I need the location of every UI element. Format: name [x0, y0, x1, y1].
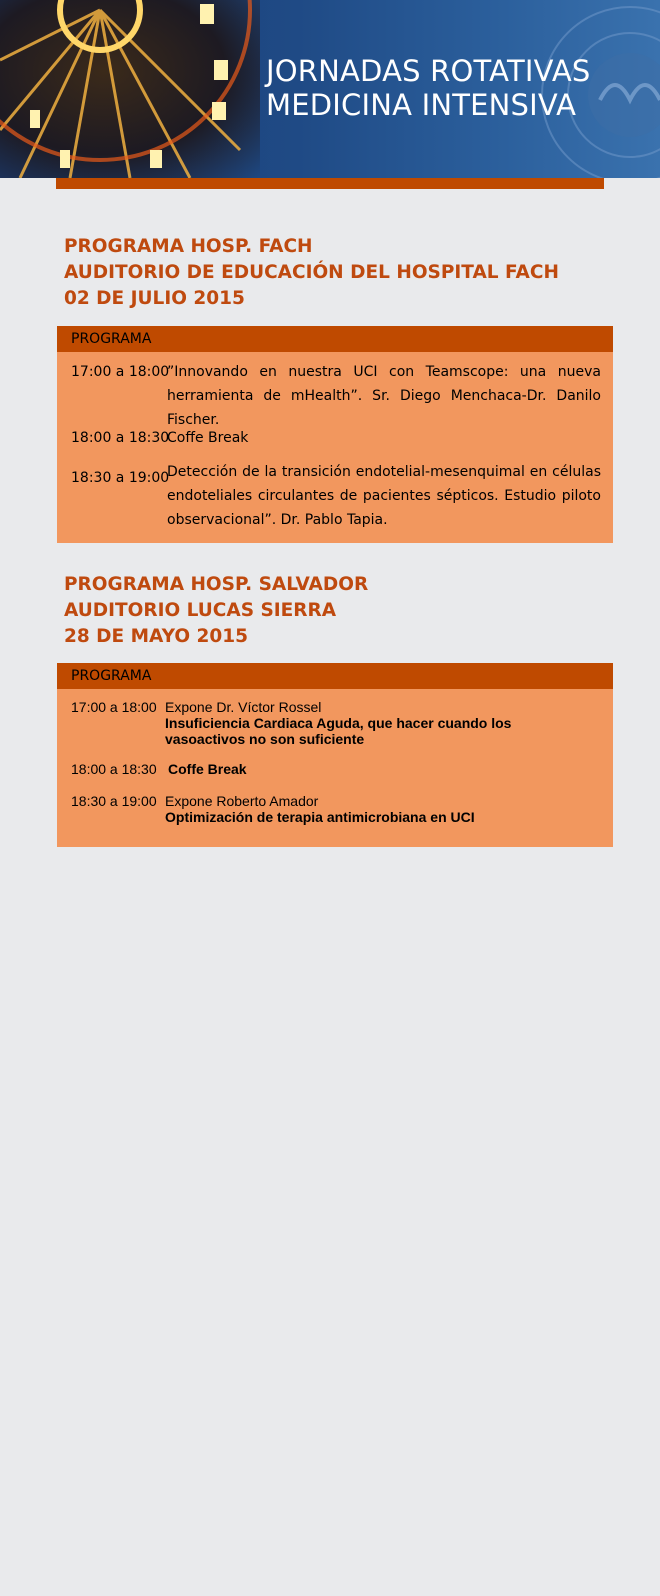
row-speaker: Expone Dr. Víctor Rossel [165, 699, 322, 715]
row-speaker: Expone Roberto Amador [165, 793, 319, 809]
ferris-wheel-image [0, 0, 260, 178]
section-heading-salvador [64, 572, 368, 650]
row-time: 18:30 a 19:00 [71, 793, 157, 809]
heading-line: AUDITORIO LUCAS SIERRA [64, 600, 337, 621]
heading-line: 28 DE MAYO 2015 [64, 626, 248, 647]
row-description [165, 699, 525, 747]
heading-line: AUDITORIO DE EDUCACIÓN DEL HOSPITAL FACH [64, 262, 559, 283]
program-table-salvador [57, 663, 613, 847]
row-time: 18:00 a 18:30 [71, 761, 157, 777]
row-description [168, 761, 528, 777]
banner-title [266, 54, 590, 122]
row-description: Detección de la transición endotelial-mesenquimal en células endoteliales circulantes de pacientes sépticos. Estudio piloto observacional”. Dr. Pablo Tapia. [167, 464, 601, 528]
row-description: Coffe Break [167, 430, 249, 446]
heading-line: 02 DE JULIO 2015 [64, 288, 245, 309]
row-time: 18:00 a 18:30 [71, 430, 170, 446]
accent-bar [56, 178, 604, 189]
row-topic: Insuficiencia Cardiaca Aguda, que hacer cuando los vasoactivos no son suficiente [165, 715, 512, 747]
banner-title-line: JORNADAS ROTATIVAS [266, 54, 591, 88]
row-time: 17:00 a 18:00 [71, 364, 170, 380]
row-topic: Coffe Break [168, 761, 247, 777]
heading-line: PROGRAMA HOSP. FACH [64, 236, 313, 257]
heading-line: PROGRAMA HOSP. SALVADOR [64, 574, 369, 595]
row-time: 18:30 a 19:00 [71, 470, 170, 486]
row-time: 17:00 a 18:00 [71, 699, 157, 715]
row-topic: Optimización de terapia antimicrobiana en UCI [165, 809, 475, 825]
row-description [165, 793, 525, 825]
banner-title-line: MEDICINA INTENSIVA [266, 88, 577, 122]
program-table-fach [57, 326, 613, 543]
program-table-header: PROGRAMA [57, 663, 613, 689]
section-heading-fach [64, 234, 559, 312]
program-table-header: PROGRAMA [57, 326, 613, 352]
header-banner [0, 0, 660, 178]
row-description: ”Innovando en nuestra UCI con Teamscope: una nueva herramienta de mHealth”. Sr. Diego Menchaca-Dr. Danilo Fischer. [167, 364, 601, 428]
